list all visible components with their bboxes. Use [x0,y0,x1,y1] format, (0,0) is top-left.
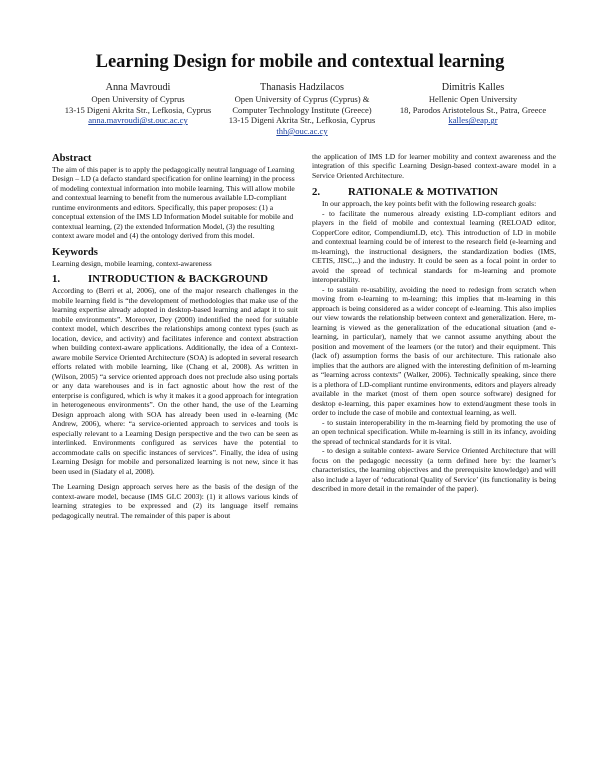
author-address: 18, Parodos Aristotelous St., Patra, Greece [399,104,547,115]
section-number: 2. [312,186,321,199]
left-column [52,152,298,520]
author-email-link[interactable]: thh@ouc.ac.cy [276,125,328,136]
section-paragraph: In our approach, the key points befit with the following research goals: [322,199,537,209]
section-title: INTRODUCTION & BACKGROUND [88,273,268,286]
right-column [312,152,556,493]
keywords-heading: Keywords [52,246,98,258]
goal-paragraph: - to design a suitable context- aware Service Oriented Architecture that will focus on the pedagogic necessity (a term defined here by: the learner’s characteristics, the learning objectives and the prerequisite knowledge) and will also include a layer of ‘educational Quality of Service’ (its functionality is being described in more detail in the remainder of the paper). [312,446,556,493]
author-affiliation: Open University of Cyprus (Cyprus) & [234,94,370,104]
author-block-1 [50,82,226,126]
author-email-link[interactable]: kalles@eap.gr [448,115,498,126]
goal-paragraph: - to sustain re-usability, avoiding the need to redesign from scratch when moving from e-learning to m-learning; this implies that m-learning in this approach is being considered as a wider concept of e-learning. This also implies our view towards the relationship between context and generalization. Here, m-learning is viewed as the generalization of the educational situation (and e-learning, in particular), namely that we cannot assume anything about the position and movement of the learners (or the tutor) and their equipment. This (lack of) assumption forms the basis of our architecture. This rationale also implies that the authors are aligned with the interesting definition of m-learning as “learning across contexts” (Walker, 2006). Technically speaking, since there is a plethora of LD-compliant runtime environments, editors and players already available in the market (most of them open source software) designed for desktop e-learning, this paper examines how to extend/augment these tools in order to include the case of mobile and contextual learning, as well. [312,284,556,418]
author-name: Dimitris Kalles [441,82,505,93]
author-name: Thanasis Hadzilacos [259,82,345,93]
author-block-2 [212,82,392,136]
keywords-text: Learning design, mobile learning, context-awareness [52,258,212,268]
goal-paragraph: - to sustain interoperability in the m-learning field by promoting the use of an open technical specification. While m-learning is still in its infancy, avoiding the spread of technical standards for it is vital. [312,417,556,446]
author-name: Anna Mavroudi [105,82,171,93]
author-affiliation: Open University of Cyprus [91,94,185,104]
author-affiliation: Hellenic Open University [428,94,518,104]
author-email-link[interactable]: anna.mavroudi@st.ouc.ac.cy [88,115,188,126]
author-address: 13-15 Digeni Akrita Str., Lefkosia, Cyprus [228,115,376,126]
continuation-paragraph: the application of IMS LD for learner mobility and context awareness and the integration of this specific Learning Design-based context-aware model in a Service Oriented Architecture. [312,152,556,180]
author-affiliation: Computer Technology Institute (Greece) [232,104,372,115]
abstract-heading: Abstract [52,153,92,164]
section-paragraph: The Learning Design approach serves here as the basis of the design of the context-aware model, because (IMS GLC 2003): (1) it allows various kinds of learning strategies to be expressed and (2) its language itself remains pedagogically neutral. The remainder of this paper is about [52,482,298,520]
abstract-text: The aim of this paper is to apply the pedagogically neutral language of Learning Design – LD (a defacto standard specification for online learning) in the process of modeling contextual information into mobile learning. This will allow mobile and contextual learning to benefit from the numerous available LD-compliant runtime environments and editors. Specifically, this paper proposes: (1) a conceptual extension of the IMS LD Information Model suitable for mobile and contextual learning, (2) the extended Information Model, (3) the resulting context aware model and (4) the ontology derived from this model. [52,165,295,241]
section-paragraph: According to (Berri et al, 2006), one of the major research challenges in the mobile learning field is “the development of methodologies that make use of the learning expertise already adopted in desktop-based learning and adapt it to suit mobile environments”. Moreover, Dey (2000) indentified the need for suitable context model, which describes the relationships among context types (such as location, device, and activity) and facilitates inference and context abstraction when building context-aware applications. Additionally, the idea of a Context-aware mobile Service Oriented Architecture (SOA) is adopted in several research efforts related with mobile learning, like (Chang et al, 2008). As written in (Wilson, 2005) “a service oriented approach does not preclude also using portals or any data warehouses and is in fact agnostic about how the rest of the enterprise is configured, which is why it makes it a good approach for integration in heterogeneous environments”. On the other hand, the use of the Learning Design approach along with SOA has already been used in e-learning (Mc Andrew, 2006), where: “a service-oriented approach to services and tools is especially relevant to a Learning Design perspective and the two can be seen as interlinked. Environments configured as services have the potential to accommodate calls on specific instances of services”. Finally, the idea of using Learning Design for mobile and personalized learning is not new, since it has been used in (Siadaty el al, 2008). [52,286,298,476]
goal-paragraph: - to facilitate the numerous already existing LD-compliant editors and players in the field of mobile and contextual learning (RELOAD editor, CopperCore editor, CompendiumLD, etc). This introduction of LD in mobile and contextual learning could be of interest to the research field (e-learning and m-learning), the instructional designers, the standardization bodies (IMS, CETIS, JISC,..) and the industry. It could be seen as a focal point in order to avoid the spread of technical standards for m-learning and promote interoperability. [312,208,556,285]
paper-title: Learning Design for mobile and contextual learning [95,52,505,72]
author-address: 13-15 Digeni Akrita Str., Lefkosia, Cyprus [64,104,212,115]
section-heading [52,273,298,286]
section-heading [312,186,556,199]
author-block-3 [378,82,568,126]
section-title: RATIONALE & MOTIVATION [348,186,498,199]
section-number: 1. [52,273,61,286]
